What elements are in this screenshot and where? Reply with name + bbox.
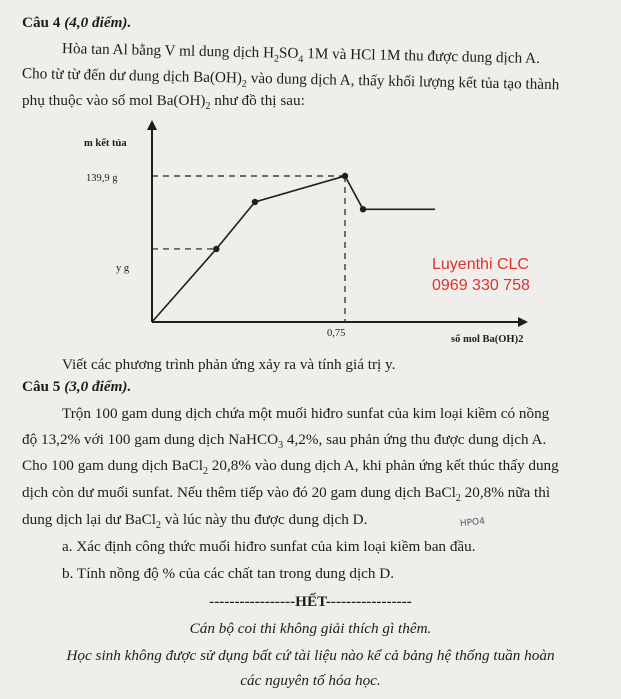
q5-part-b: b. Tính nồng độ % của các chất tan trong dung dịch D. xyxy=(62,565,395,582)
watermark-name: Luyenthi CLC xyxy=(432,256,529,273)
data-point xyxy=(342,173,348,179)
q5-heading xyxy=(22,378,131,396)
footer-note-2: Học sinh không được sử dụng bất cứ tài liệu nào kể cả bảng hệ thống tuần hoàn xyxy=(66,647,555,664)
y-tick-label-y: y g xyxy=(116,263,130,274)
handwritten-note: HPO4 xyxy=(459,516,486,530)
watermark-phone: 0969 330 758 xyxy=(432,277,530,294)
q4-title: Câu 4 xyxy=(22,14,61,31)
q5-line-3: Cho 100 gam dung dịch BaCl$_2$ 20,8% vào dung dịch A, khi phản ứng kết thúc thấy dung xyxy=(22,457,559,478)
q5-line-1: Trộn 100 gam dung dịch chứa một muối hiđro sunfat của kim loại kiềm có nồng xyxy=(62,405,550,422)
q4-points: (4,0 điểm). xyxy=(64,14,132,31)
y-axis-label: m kết tủa xyxy=(84,138,127,149)
footer-note-1: Cán bộ coi thi không giải thích gì thêm. xyxy=(189,620,432,637)
q5-part-a: a. Xác định công thức muối hiđro sunfat của kim loại kiềm ban đầu. xyxy=(62,538,476,555)
footer-note-3: các nguyên tố hóa học. xyxy=(240,672,381,689)
y-axis-arrow xyxy=(147,120,157,130)
data-point xyxy=(360,206,366,212)
q5-line-5: dung dịch lại dư BaCl$_2$ và lúc này thu được dung dịch D. xyxy=(22,511,368,532)
q4-line-2: Cho từ từ đến dư dung dịch $Ba(OH)_2$ vào dung dịch A, thấy khối lượng kết tủa tạo thành xyxy=(21,65,560,94)
x-tick-label-0-75: 0,75 xyxy=(327,328,346,339)
q5-points: (3,0 điểm). xyxy=(64,378,132,395)
q5-line-2: độ 13,2% với 100 gam dung dịch NaHCO$_3$ 4,2%, sau phản ứng thu được dung dịch A. xyxy=(22,431,547,452)
q5-line-4: dịch còn dư muối sunfat. Nếu thêm tiếp vào đó 20 gam dung dịch BaCl$_2$ 20,8% nữa thì xyxy=(22,484,551,505)
data-point xyxy=(252,199,258,205)
data-point xyxy=(213,246,219,252)
y-tick-label-139-9: 139,9 g xyxy=(86,173,118,184)
x-axis-label: số mol Ba(OH)2 xyxy=(451,334,524,345)
q4-line-1: Hòa tan Al bằng V ml dung dịch $H_2SO_4$ 1M và HCl 1M thu được dung dịch A. xyxy=(61,40,541,68)
end-marker: -----------------HẾT----------------- xyxy=(209,593,412,610)
q4-line-3: phụ thuộc vào số mol $Ba(OH)_2$ như đồ thị sau: xyxy=(22,92,305,113)
x-axis-arrow xyxy=(518,317,528,327)
q5-title: Câu 5 xyxy=(22,378,61,395)
q4-task: Viết các phương trình phản ứng xảy ra và tính giá trị y. xyxy=(62,356,396,373)
series-line xyxy=(152,176,435,322)
